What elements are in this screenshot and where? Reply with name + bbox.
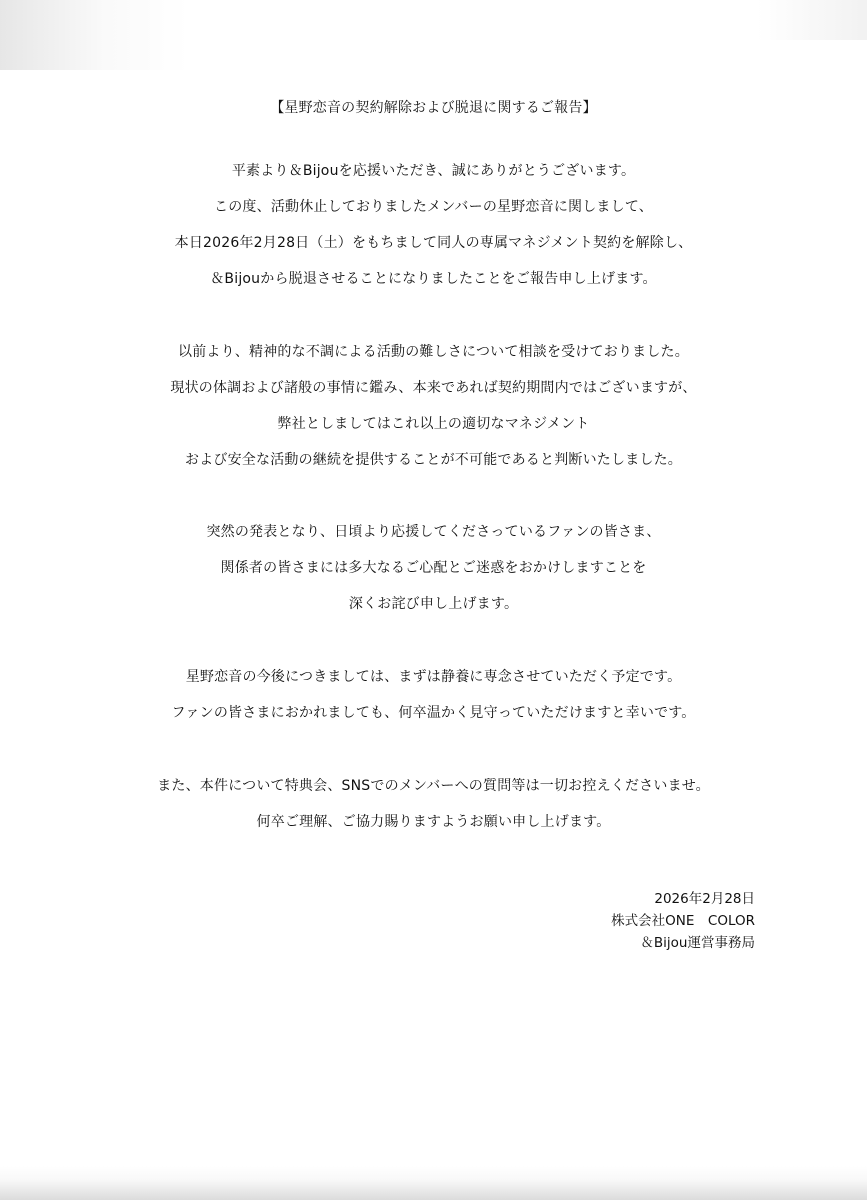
paragraph-3-line-1: 突然の発表となり、日頃より応援してくださっているファンの皆さま、	[206, 524, 661, 540]
paragraph-3-line-2: 関係者の皆さまには多大なるご心配とご迷惑をおかけしますことを	[220, 560, 647, 576]
page-shadow-top-right	[757, 0, 867, 40]
paragraph-5-line-1: また、本件について特典会、SNSでのメンバーへの質問等は一切お控えくださいませ。	[157, 778, 710, 794]
paragraph-1-line-2: この度、活動休止しておりましたメンバーの星野恋音に関しまして、	[214, 199, 653, 215]
paragraph-1-line-1: 平素より＆Bijouを応援いただき、誠にありがとうございます。	[231, 163, 636, 179]
signature-office: ＆Bijou運営事務局	[640, 935, 755, 951]
paragraph-4-line-1: 星野恋音の今後につきましては、まずは静養に専念させていただく予定です。	[185, 669, 682, 685]
paragraph-4-line-2: ファンの皆さまにおかれましても、何卒温かく見守っていただけますと幸いです。	[171, 705, 696, 721]
paragraph-2-line-2: 現状の体調および諸般の事情に鑑み、本来であれば契約期間内ではございますが、	[170, 380, 697, 396]
paragraph-3-line-3: 深くお詫び申し上げます。	[348, 596, 519, 612]
page-shadow-top-left	[0, 0, 190, 70]
paragraph-2-line-3: 弊社としましてはこれ以上の適切なマネジメント	[277, 416, 590, 432]
announcement-title: 【星野恋音の契約解除および脱退に関するご報告】	[270, 100, 597, 116]
paragraph-1-line-4: ＆Bijouから脱退させることになりましたことをご報告申し上げます。	[210, 271, 657, 287]
paragraph-2-line-1: 以前より、精神的な不調による活動の難しさについて相談を受けておりました。	[178, 344, 689, 360]
paragraph-1-line-3: 本日2026年2月28日（土）をもちまして同人の専属マネジメント契約を解除し、	[174, 235, 693, 251]
paragraph-5-line-2: 何卒ご理解、ご協力賜りますようお願い申し上げます。	[256, 814, 611, 830]
page-shadow-bottom	[0, 1166, 867, 1200]
signature-company: 株式会社ONE COLOR	[611, 913, 755, 929]
signature-date: 2026年2月28日	[654, 891, 755, 907]
paragraph-2-line-4: および安全な活動の継続を提供することが不可能であると判断いたしました。	[185, 452, 682, 468]
